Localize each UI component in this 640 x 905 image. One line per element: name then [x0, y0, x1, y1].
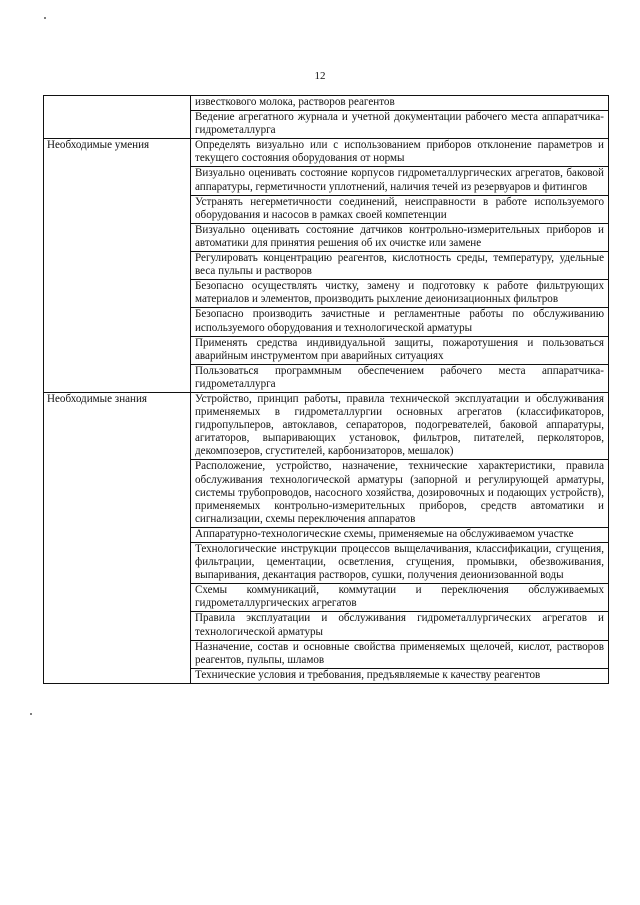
- category-cell: Необходимые знания: [44, 392, 191, 683]
- requirement-item: Устройство, принцип работы, правила технической эксплуатации и обслуживания применяемых в гидрометаллургии основных агрегатов (классификаторов, гидропульперов, автоклавов, сепараторов, подогревателей, баковой аппаратуры, агитаторов, выпаривающих установок, фильтров, питателей, перколяторов, декомпозеров, сгустителей, карбонизаторов, мешалок): [191, 392, 609, 459]
- requirement-item: Правила эксплуатации и обслуживания гидрометаллургических агрегатов и технологической арматуры: [191, 612, 609, 640]
- table-row: [44, 392, 609, 459]
- requirement-item: Аппаратурно-технологические схемы, применяемые на обслуживаемом участке: [191, 527, 609, 542]
- requirement-item: Безопасно производить зачистные и регламентные работы по обслуживанию используемого оборудования и технологической арматуры: [191, 308, 609, 336]
- requirement-item: Назначение, состав и основные свойства применяемых щелочей, кислот, растворов реагентов, пульпы, шламов: [191, 640, 609, 668]
- requirement-item: Схемы коммуникаций, коммутации и переключения обслуживаемых гидрометаллургических агрегатов: [191, 584, 609, 612]
- requirement-item: Технологические инструкции процессов выщелачивания, классификации, сгущения, фильтрации, цементации, осветления, сгущения, промывки, обезвоживания, выпаривания, декантация растворов, сушки, получения деионизованной воды: [191, 543, 609, 584]
- requirements-table-body: [44, 96, 609, 684]
- table-row: [44, 96, 609, 111]
- category-cell: Необходимые умения: [44, 139, 191, 393]
- requirement-item: Расположение, устройство, назначение, технические характеристики, правила обслуживания технологической арматуры (запорной и регулирующей арматуры, системы трубопроводов, насосного хозяйства, дозировочных и подающих устройств), применяемых контрольно-измерительных приборов, средств автоматики и сигнализации, схемы переключения аппаратов: [191, 460, 609, 527]
- scan-speck-left: [30, 713, 32, 715]
- requirement-item: Определять визуально или с использованием приборов отклонение параметров и текущего состояния оборудования от нормы: [191, 139, 609, 167]
- requirement-item: известкового молока, растворов реагентов: [191, 96, 609, 111]
- requirement-item: Устранять негерметичности соединений, неисправности в работе используемого оборудования и насосов в рамках своей компетенции: [191, 195, 609, 223]
- requirement-item: Пользоваться программным обеспечением рабочего места аппаратчика-гидрометаллурга: [191, 364, 609, 392]
- page-number: 12: [314, 70, 326, 82]
- table-row: [44, 139, 609, 167]
- requirements-table: [43, 95, 609, 684]
- requirement-item: Регулировать концентрацию реагентов, кислотность среды, температуру, удельные веса пульпы и растворов: [191, 252, 609, 280]
- category-cell: [44, 96, 191, 139]
- scan-speck-top: [44, 17, 46, 19]
- requirement-item: Визуально оценивать состояние корпусов гидрометаллургических агрегатов, баковой аппаратуры, герметичности уплотнений, наличия течей из резервуаров и фитингов: [191, 167, 609, 195]
- requirement-item: Визуально оценивать состояние датчиков контрольно-измерительных приборов и автоматики для принятия решения об их очистке или замене: [191, 223, 609, 251]
- requirement-item: Технические условия и требования, предъявляемые к качеству реагентов: [191, 668, 609, 683]
- requirement-item: Применять средства индивидуальной защиты, пожаротушения и пользоваться аварийным инструментом при аварийных ситуациях: [191, 336, 609, 364]
- requirement-item: Ведение агрегатного журнала и учетной документации рабочего места аппаратчика-гидрометаллурга: [191, 111, 609, 139]
- requirement-item: Безопасно осуществлять чистку, замену и подготовку к работе фильтрующих материалов и элементов, производить рыхление деионизационных фильтров: [191, 280, 609, 308]
